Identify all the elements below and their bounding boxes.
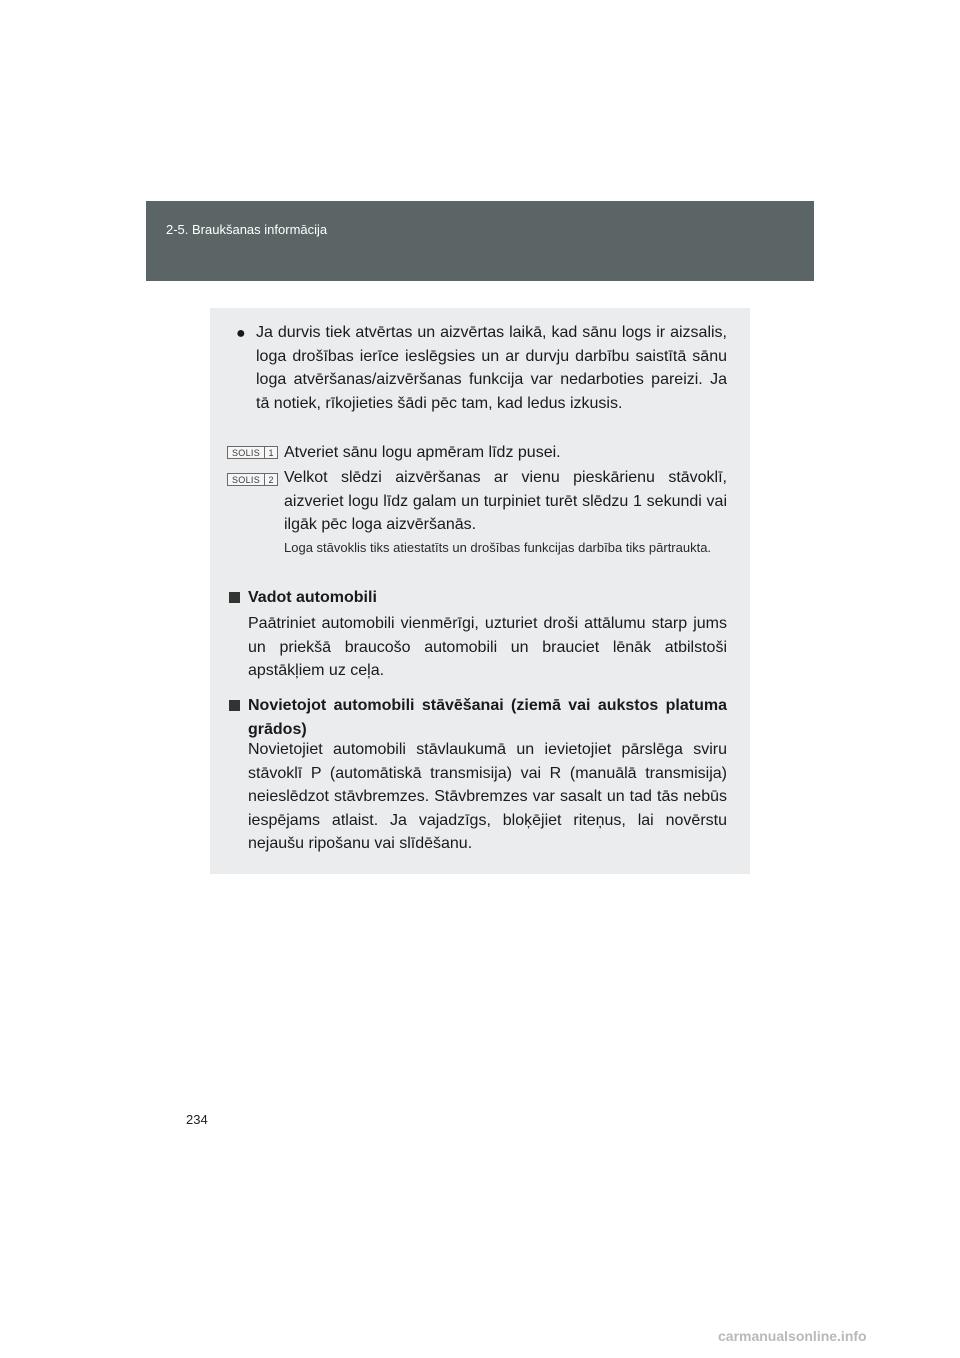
section-title: 2-5. Braukšanas informācija [166,222,328,237]
step-badge-number: 2 [268,474,274,485]
step-1-text: Atveriet sānu logu apmēram līdz pusei. [284,444,561,461]
section-heading-driving: Vadot automobili [248,589,377,606]
watermark: carmanualsonline.info [718,1328,867,1344]
page-number: 234 [186,1112,208,1127]
step-note: Loga stāvoklis tiks atiestatīts un drošības funkcijas darbība tiks pārtraukta. [284,540,712,555]
step-2-text: Velkot slēdzi aizvēršanas ar vienu pieskārienu stāvoklī, aizveriet logu līdz galam un turpiniet turēt slēdzu 1 sekundi vai ilgāk pēc loga aizvēršanās. [284,469,727,533]
step-badge-2 [227,473,278,486]
section-square-icon [229,592,240,603]
section-heading-parking: Novietojot automobili stāvēšanai (ziemā vai aukstos platuma grādos) [248,697,727,738]
section-square-icon [229,700,240,711]
step-badge-label: SOLIS [228,447,265,458]
section-body-driving: Paātriniet automobili vienmērīgi, uzturiet droši attālumu starp jums un priekšā braucošo automobili un brauciet lēnāk atbilstoši apstākļiem uz ceļa. [248,615,727,679]
step-badge-1 [227,446,278,459]
step-badge-number: 1 [268,447,274,458]
bullet-paragraph: Ja durvis tiek atvērtas un aizvērtas laikā, kad sānu logs ir aizsalis, loga drošības ierīce ieslēgsies un ar durvju darbību saistītā sānu loga atvēršanas/aizvēršanas funkcija var nedarboties pareizi. Ja tā notiek, rīkojieties šādi pēc tam, kad ledus izkusis. [256,324,727,412]
section-header-band [146,201,814,281]
bullet-dot-icon: ● [236,325,246,342]
step-badge-label: SOLIS [228,474,265,485]
section-body-parking: Novietojiet automobili stāvlaukumā un ievietojiet pārslēga sviru stāvoklī P (automātiskā transmisija) vai R (manuālā transmisija) neieslēdzot stāvbremzes. Stāvbremzes var sasalt un tad tās nebūs iespējams atlaist. Ja vajadzīgs, bloķējiet riteņus, lai novērstu nejaušu ripošanu vai slīdēšanu. [248,741,727,852]
content-panel [210,308,750,874]
